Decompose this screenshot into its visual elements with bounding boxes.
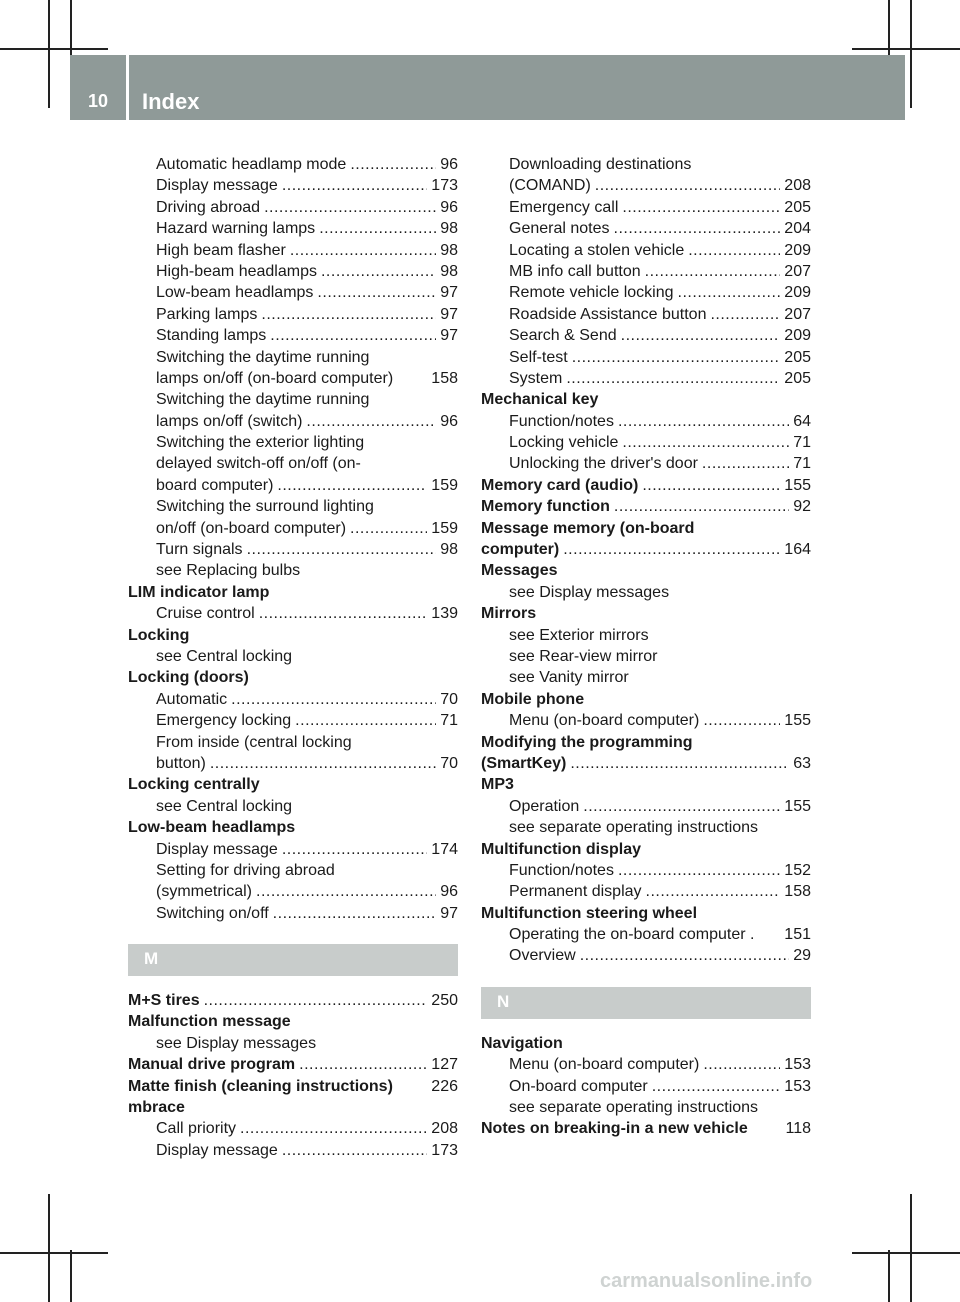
entry-label: Modifying the programming: [481, 733, 693, 751]
page-ref: 164: [784, 541, 811, 559]
entry-label: see Vanity mirror: [509, 669, 629, 687]
page-ref: 155: [784, 712, 811, 730]
section-letter-bar: [481, 987, 811, 1019]
crop-mark: [0, 1252, 108, 1254]
index-entry: [128, 175, 458, 196]
entry-label: Display message: [156, 177, 278, 195]
dot-leader: [645, 261, 781, 282]
page-ref: 208: [784, 177, 811, 195]
page-ref: 205: [784, 348, 811, 366]
dot-leader: [240, 1118, 427, 1139]
index-entry: [128, 796, 458, 817]
page-ref: 96: [440, 156, 458, 173]
index-entry: [128, 839, 458, 860]
index-entry: [481, 625, 811, 646]
dot-leader: [282, 1140, 427, 1161]
entry-label: Locking: [128, 626, 190, 644]
dot-leader: [270, 325, 436, 346]
entry-label: Navigation: [481, 1034, 563, 1052]
entry-label: Menu (on-board computer): [509, 1056, 700, 1074]
dot-leader: [256, 881, 436, 902]
index-entry: [128, 903, 458, 924]
entry-label: Operation: [509, 797, 580, 815]
index-heading: [128, 1097, 458, 1118]
index-heading: [481, 560, 811, 581]
entry-label: Menu (on-board computer): [509, 712, 700, 730]
entry-label: (symmetrical): [156, 883, 252, 901]
dot-leader: [210, 753, 436, 774]
index-entry: [128, 261, 458, 282]
entry-label: Remote vehicle locking: [509, 284, 674, 302]
dot-leader: [580, 945, 790, 966]
entry-label: Setting for driving abroad: [156, 861, 335, 879]
dot-leader: [652, 1076, 781, 1097]
page-ref: 71: [440, 712, 458, 730]
entry-label: (SmartKey): [481, 754, 567, 772]
dot-leader: [282, 839, 427, 860]
page-ref: 64: [793, 412, 811, 430]
dot-leader: [618, 411, 789, 432]
page-ref: 63: [793, 754, 811, 772]
index-heading: [481, 1118, 811, 1139]
entry-label: mbrace: [128, 1099, 185, 1117]
index-heading: [128, 582, 458, 603]
dot-leader: [259, 603, 428, 624]
entry-label: Search & Send: [509, 327, 617, 345]
dot-leader: [646, 881, 781, 902]
index-entry: [128, 860, 458, 881]
index-entry: [481, 154, 811, 175]
entry-label: Switching on/off: [156, 904, 269, 922]
index-column-right: [481, 154, 811, 1140]
entry-label: Call priority: [156, 1120, 237, 1138]
page-ref: 98: [440, 262, 458, 280]
dot-leader: [570, 753, 789, 774]
dot-leader: [282, 175, 427, 196]
dot-leader: [321, 261, 436, 282]
entry-label: Low-beam headlamps: [156, 284, 314, 302]
index-entry: [481, 710, 811, 731]
index-heading: [128, 990, 458, 1011]
page-ref: 155: [784, 476, 811, 494]
index-entry: [481, 261, 811, 282]
page-ref: 153: [784, 1077, 811, 1095]
index-entry: [128, 1140, 458, 1161]
page-title: Index: [142, 89, 200, 114]
entry-label: M+S tires: [128, 992, 200, 1010]
page-ref: 97: [440, 327, 458, 345]
dot-leader: [231, 689, 436, 710]
page-ref: 153: [784, 1056, 811, 1074]
index-entry: [128, 325, 458, 346]
index-entry: [481, 1076, 811, 1097]
entry-label: Locking vehicle: [509, 434, 619, 452]
index-entry: [128, 411, 458, 432]
entry-label: Downloading destinations: [509, 156, 692, 173]
page-ref: 158: [431, 369, 458, 387]
index-entry: [481, 432, 811, 453]
entry-label: Permanent display: [509, 883, 642, 901]
dot-leader: [583, 796, 780, 817]
page-ref: 250: [431, 992, 458, 1010]
entry-label: System: [509, 369, 563, 387]
section-letter: M: [144, 949, 159, 969]
page-ref: 97: [440, 305, 458, 323]
index-heading: [481, 475, 811, 496]
entry-label: lamps on/off (switch): [156, 412, 303, 430]
index-entry: [481, 646, 811, 667]
index-entry: [128, 689, 458, 710]
entry-label: see Central locking: [156, 647, 293, 665]
index-entry: [481, 881, 811, 902]
index-entry: [481, 817, 811, 838]
dot-leader: [622, 197, 780, 218]
index-heading: [481, 903, 811, 924]
entry-label: see Exterior mirrors: [509, 626, 649, 644]
entry-label: Memory card (audio): [481, 476, 639, 494]
entry-label: Function/notes: [509, 861, 614, 879]
page-ref: 29: [793, 947, 811, 965]
index-heading: [481, 603, 811, 624]
entry-label: Low-beam headlamps: [128, 819, 296, 837]
entry-label: MP3: [481, 776, 514, 794]
dot-leader: [618, 860, 780, 881]
index-heading: [128, 1011, 458, 1032]
index-heading: [481, 753, 811, 774]
dot-leader: [319, 218, 436, 239]
entry-label: Automatic: [156, 690, 228, 708]
index-entry: [128, 240, 458, 261]
dot-leader: [264, 197, 436, 218]
dot-leader: [317, 282, 436, 303]
dot-leader: [273, 903, 437, 924]
index-entry: [128, 881, 458, 902]
entry-label: Memory function: [481, 498, 610, 516]
entry-label: Overview: [509, 947, 576, 965]
entry-label: Display message: [156, 840, 278, 858]
crop-mark: [888, 1250, 890, 1302]
dot-leader: [261, 304, 436, 325]
page-ref: 97: [440, 904, 458, 922]
entry-label: Mirrors: [481, 605, 537, 623]
index-heading: [481, 389, 811, 410]
index-entry: [481, 945, 811, 966]
dot-leader: [350, 518, 427, 539]
dot-leader: [642, 475, 780, 496]
crop-mark: [0, 48, 108, 50]
page-ref: 226: [431, 1077, 458, 1095]
index-entry: [481, 453, 811, 474]
index-heading: [481, 732, 811, 753]
dot-leader: [563, 539, 780, 560]
entry-label: General notes: [509, 220, 610, 238]
index-entry: [128, 732, 458, 753]
index-heading: [128, 774, 458, 795]
index-entry: [128, 475, 458, 496]
crop-mark: [70, 1250, 72, 1302]
dot-leader: [204, 990, 428, 1011]
entry-label: Emergency locking: [156, 712, 292, 730]
index-heading: [481, 774, 811, 795]
dot-leader: [595, 175, 781, 196]
page-ref: 71: [793, 455, 811, 473]
entry-label: Unlocking the driver's door: [509, 455, 698, 473]
entry-label: Hazard warning lamps: [156, 220, 316, 238]
entry-label: Switching the daytime running: [156, 348, 370, 366]
dot-leader: [299, 1054, 427, 1075]
index-heading: [128, 1076, 458, 1097]
entry-label: Locating a stolen vehicle: [509, 241, 685, 259]
dot-leader: [350, 154, 436, 175]
index-heading: [128, 1054, 458, 1075]
index-entry: [481, 368, 811, 389]
entry-label: Self-test: [509, 348, 568, 366]
section-letter-bar: [128, 944, 458, 976]
crop-mark: [910, 1194, 912, 1302]
entry-label: Cruise control: [156, 605, 255, 623]
entry-label: see separate operating instructions: [509, 819, 759, 837]
entry-label: Switching the exterior lighting: [156, 434, 365, 452]
index-entry: [481, 282, 811, 303]
index-entry: [128, 1033, 458, 1054]
page-ref: 205: [784, 198, 811, 216]
watermark: carmanualsonline.info: [600, 1270, 813, 1292]
entry-label: Messages: [481, 562, 558, 580]
entry-label: Parking lamps: [156, 305, 258, 323]
entry-label: see Display messages: [156, 1034, 317, 1052]
entry-label: On-board computer: [509, 1077, 648, 1095]
page-ref: 118: [785, 1120, 811, 1138]
index-entry: [128, 646, 458, 667]
entry-label: Operating the on-board computer .: [509, 926, 755, 944]
index-entry: [481, 582, 811, 603]
entry-label: High-beam headlamps: [156, 262, 317, 280]
index-heading: [481, 518, 811, 539]
dot-leader: [622, 432, 789, 453]
dot-leader: [688, 240, 780, 261]
page-ref: 98: [440, 241, 458, 259]
page-ref: 209: [784, 327, 811, 345]
index-entry: [128, 518, 458, 539]
page-header: [70, 55, 905, 120]
page-ref: 70: [440, 754, 458, 772]
page-ref: 155: [784, 797, 811, 815]
index-entry: [481, 197, 811, 218]
entry-label: computer): [481, 541, 560, 559]
page-ref: 207: [784, 262, 811, 280]
dot-leader: [614, 496, 789, 517]
entry-label: Message memory (on-board: [481, 519, 695, 537]
dot-leader: [710, 304, 780, 325]
dot-leader: [702, 453, 789, 474]
entry-label: Malfunction message: [128, 1013, 291, 1031]
entry-label: Automatic headlamp mode: [156, 156, 347, 173]
dot-leader: [306, 411, 436, 432]
index-entry: [128, 197, 458, 218]
index-heading: [481, 689, 811, 710]
entry-label: Manual drive program: [128, 1056, 296, 1074]
index-entry: [128, 496, 458, 517]
entry-label: Multifunction display: [481, 840, 641, 858]
entry-label: Turn signals: [156, 541, 243, 559]
page-ref: 71: [793, 434, 811, 452]
entry-label: Driving abroad: [156, 198, 261, 216]
index-entry: [481, 175, 811, 196]
dot-leader: [678, 282, 781, 303]
page-ref: 205: [784, 369, 811, 387]
index-entry: [128, 368, 458, 389]
index-entry: [481, 411, 811, 432]
entry-label: MB info call button: [509, 262, 641, 280]
entry-label: High beam flasher: [156, 241, 286, 259]
index-entry: [481, 218, 811, 239]
entry-label: see Central locking: [156, 797, 293, 815]
page-ref: 159: [431, 476, 458, 494]
entry-label: LIM indicator lamp: [128, 583, 270, 601]
index-entry: [481, 924, 811, 945]
index-entry: [128, 453, 458, 474]
entry-label: From inside (central locking: [156, 733, 352, 751]
page-ref: 152: [784, 861, 811, 879]
entry-label: button): [156, 754, 206, 772]
crop-mark: [48, 0, 50, 108]
index-entry: [481, 325, 811, 346]
page-ref: 97: [440, 284, 458, 302]
page-ref: 96: [440, 883, 458, 901]
crop-mark: [852, 48, 960, 50]
entry-label: board computer): [156, 476, 274, 494]
dot-leader: [703, 710, 780, 731]
page-ref: 209: [784, 284, 811, 302]
entry-label: Multifunction steering wheel: [481, 904, 698, 922]
entry-label: Locking centrally: [128, 776, 260, 794]
entry-label: see separate operating instructions: [509, 1099, 759, 1117]
page-ref: 207: [784, 305, 811, 323]
index-entry: [128, 218, 458, 239]
index-entry: [481, 347, 811, 368]
dot-leader: [277, 475, 427, 496]
page-ref: 96: [440, 412, 458, 430]
index-entry: [128, 603, 458, 624]
entry-label: see Display messages: [509, 583, 670, 601]
section-letter: N: [497, 991, 510, 1011]
crop-mark: [888, 0, 890, 55]
page-ref: 204: [784, 220, 811, 238]
entry-label: Function/notes: [509, 412, 614, 430]
index-heading: [481, 839, 811, 860]
entry-label: Switching the surround lighting: [156, 498, 374, 516]
entry-label: Mechanical key: [481, 391, 599, 409]
index-heading: [128, 817, 458, 838]
crop-mark: [48, 1194, 50, 1302]
entry-label: Locking (doors): [128, 669, 249, 687]
index-entry: [481, 1054, 811, 1075]
page-ref: 158: [784, 883, 811, 901]
index-heading: [481, 1033, 811, 1054]
dot-leader: [614, 218, 781, 239]
index-entry: [128, 1118, 458, 1139]
index-entry: [128, 432, 458, 453]
entry-label: Display message: [156, 1141, 278, 1159]
index-entry: [128, 304, 458, 325]
index-heading: [128, 667, 458, 688]
entry-label: Switching the daytime running: [156, 391, 370, 409]
index-entry: [128, 560, 458, 581]
page-ref: 159: [431, 519, 458, 537]
index-heading: [481, 496, 811, 517]
crop-mark: [852, 1252, 960, 1254]
entry-label: see Replacing bulbs: [156, 562, 301, 580]
index-heading: [481, 539, 811, 560]
page-ref: 70: [440, 690, 458, 708]
index-entry: [481, 240, 811, 261]
page-ref: 127: [431, 1056, 458, 1074]
entry-label: Mobile phone: [481, 690, 585, 708]
page-ref: 209: [784, 241, 811, 259]
page-ref: 151: [784, 926, 811, 944]
page-ref: 98: [440, 541, 458, 559]
dot-leader: [295, 710, 436, 731]
entry-label: lamps on/off (on-board computer): [156, 369, 394, 387]
entry-label: see Rear-view mirror: [509, 647, 658, 665]
page-ref: 208: [431, 1120, 458, 1138]
index-entry: [481, 1097, 811, 1118]
index-entry: [128, 753, 458, 774]
dot-leader: [572, 347, 781, 368]
index-entry: [481, 796, 811, 817]
entry-label: Roadside Assistance button: [509, 305, 707, 323]
index-entry: [481, 860, 811, 881]
index-entry: [128, 710, 458, 731]
entry-label: on/off (on-board computer): [156, 519, 347, 537]
page-ref: 173: [431, 177, 458, 195]
page-ref: 139: [431, 605, 458, 623]
index-entry: [128, 347, 458, 368]
entry-label: Standing lamps: [156, 327, 267, 345]
page-ref: 92: [793, 498, 811, 516]
index-heading: [128, 625, 458, 646]
dot-leader: [290, 240, 436, 261]
index-entry: [128, 282, 458, 303]
entry-label: Matte finish (cleaning instructions): [128, 1077, 393, 1095]
page-number: 10: [88, 91, 109, 111]
index-entry: [128, 539, 458, 560]
entry-label: (COMAND): [509, 177, 591, 195]
dot-leader: [247, 539, 437, 560]
index-column-left: [128, 154, 458, 1161]
entry-label: Emergency call: [509, 198, 619, 216]
page-ref: 173: [431, 1141, 458, 1159]
page-ref: 174: [431, 840, 458, 858]
dot-leader: [566, 368, 780, 389]
index-entry: [481, 304, 811, 325]
page-ref: 98: [440, 220, 458, 238]
entry-label: Notes on breaking-in a new vehicle: [481, 1120, 748, 1138]
entry-label: delayed switch-off on/off (on-: [156, 455, 361, 473]
index-entry: [481, 667, 811, 688]
crop-mark: [70, 0, 72, 55]
crop-mark: [910, 0, 912, 108]
index-entry: [128, 389, 458, 410]
dot-leader: [621, 325, 781, 346]
page-ref: 96: [440, 198, 458, 216]
index-entry: [128, 154, 458, 175]
header-divider: [126, 55, 129, 120]
dot-leader: [703, 1054, 780, 1075]
